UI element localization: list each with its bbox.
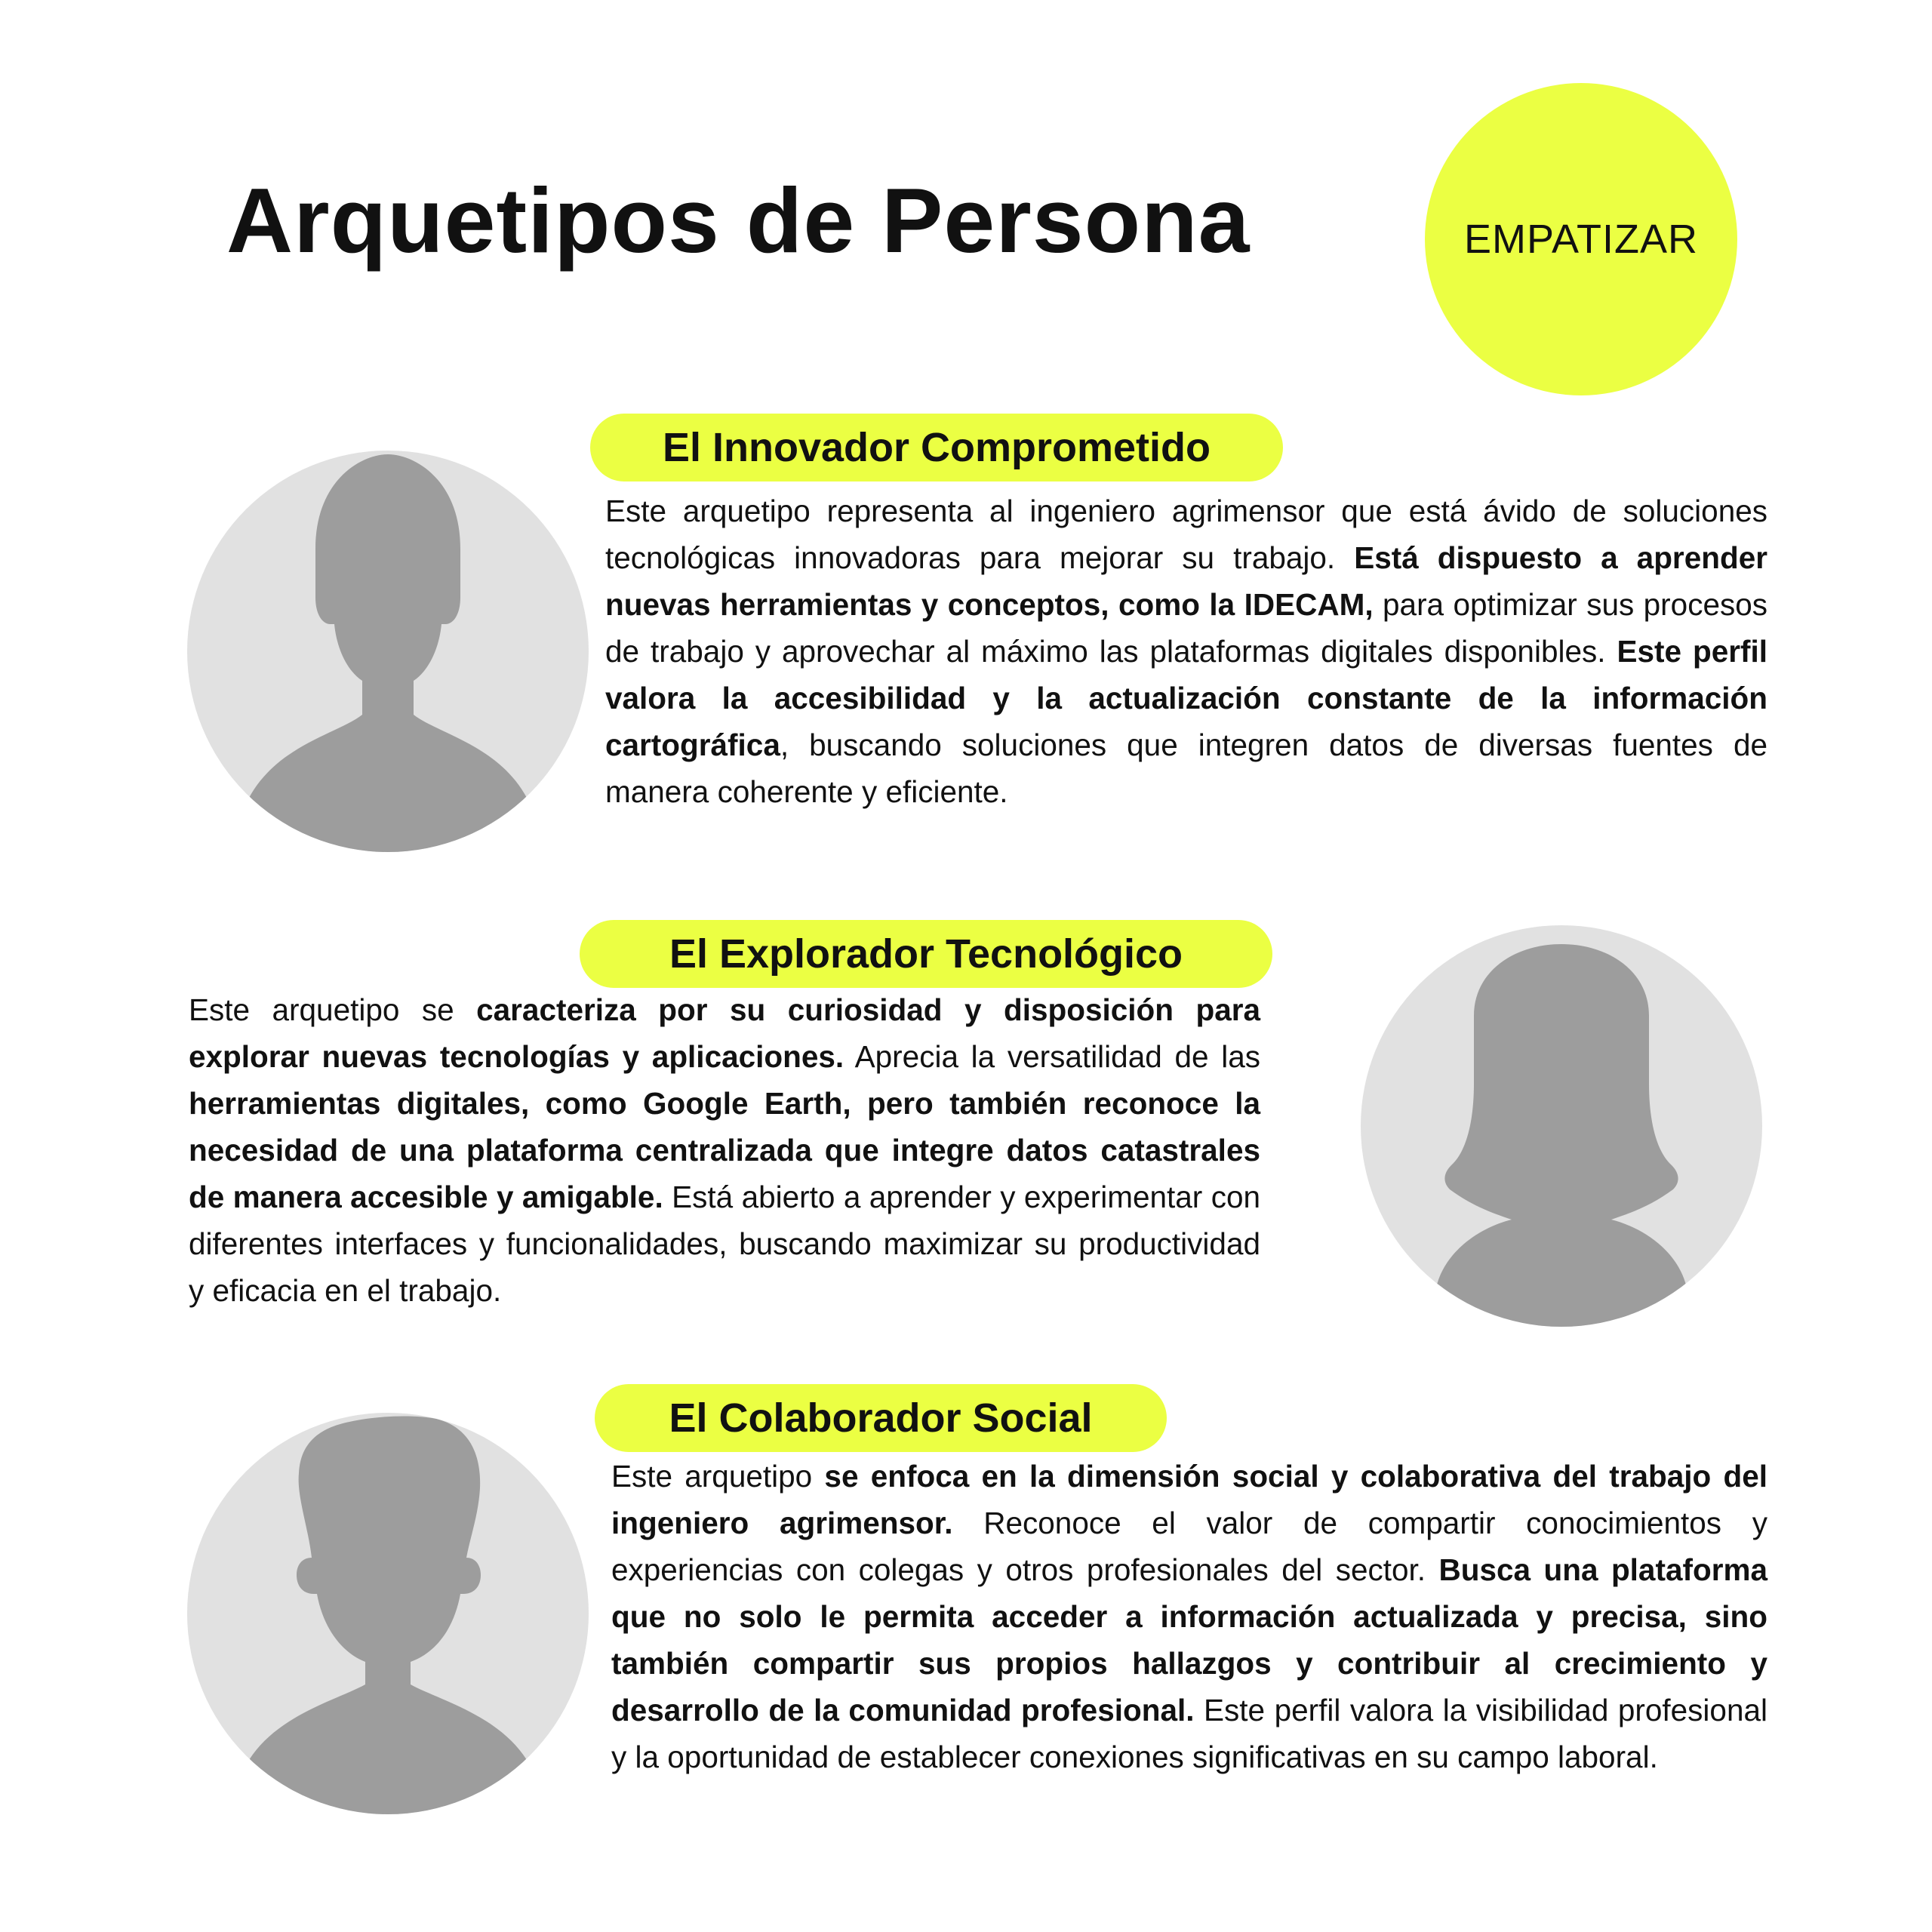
emphasis-text: caracteriza por su curiosidad y disposición para explorar nuevas tecnologías y aplicaciones. <box>189 992 1261 1074</box>
avatar-quiff-hair <box>187 1413 589 1814</box>
body-text-run: Este arquetipo <box>611 1459 825 1494</box>
persona-2-description <box>189 986 1260 1314</box>
person-long-hair-icon <box>1361 925 1762 1327</box>
emphasis-text: Está dispuesto a aprender nuevas herramientas y conceptos, como la IDECAM, <box>605 540 1767 622</box>
body-text-run: Está abierto a aprender y experimentar con diferentes interfaces y funcionalidades, buscando maximizar su productividad y eficacia en el trabajo. <box>189 1180 1260 1308</box>
persona-3-description <box>611 1453 1767 1780</box>
persona-1-name: El Innovador Comprometido <box>590 414 1283 481</box>
persona-2-name: El Explorador Tecnológico <box>580 920 1272 988</box>
persona-3-name: El Colaborador Social <box>595 1384 1167 1452</box>
body-text-run: Este arquetipo se <box>189 992 477 1027</box>
body-text-run: para optimizar sus procesos de trabajo y aprovechar al máximo las plataformas digitales disponibles. <box>605 587 1767 669</box>
body-text-run: , buscando soluciones que integren datos de diversas fuentes de manera coherente y eficiente. <box>605 728 1767 809</box>
body-text-run: Este arquetipo representa al ingeniero agrimensor que está ávido de soluciones tecnológicas innovadoras para mejorar su trabajo. <box>605 494 1767 575</box>
emphasis-text: Este perfil valora la accesibilidad y la actualización constante de la información cartográfica <box>605 634 1767 762</box>
body-text-run: Reconoce el valor de compartir conocimientos y experiencias con colegas y otros profesionales del sector. <box>611 1506 1767 1587</box>
avatar-short-hair <box>187 451 589 852</box>
emphasis-text: herramientas digitales, como Google Earth, pero también reconoce la necesidad de una plataforma centralizada que integre datos catastrales de manera accesible y amigable. <box>189 1086 1260 1214</box>
body-text-run: Aprecia la versatilidad de las <box>844 1039 1260 1074</box>
person-short-hair-icon <box>187 451 589 852</box>
person-quiff-hair-icon <box>187 1413 589 1814</box>
empatizar-badge: EMPATIZAR <box>1425 83 1737 395</box>
avatar-long-hair <box>1361 925 1762 1327</box>
body-text-run: Este perfil valora la visibilidad profesional y la oportunidad de establecer conexiones significativas en su campo laboral. <box>611 1693 1768 1774</box>
emphasis-text: Busca una plataforma que no solo le permita acceder a información actualizada y precisa, sino también compartir sus propios hallazgos y contribuir al crecimiento y desarrollo de la comunidad profesional. <box>611 1552 1767 1727</box>
page-title: Arquetipos de Persona <box>226 169 1251 272</box>
emphasis-text: se enfoca en la dimensión social y colaborativa del trabajo del ingeniero agrimensor. <box>611 1459 1767 1540</box>
persona-1-description <box>605 488 1767 815</box>
